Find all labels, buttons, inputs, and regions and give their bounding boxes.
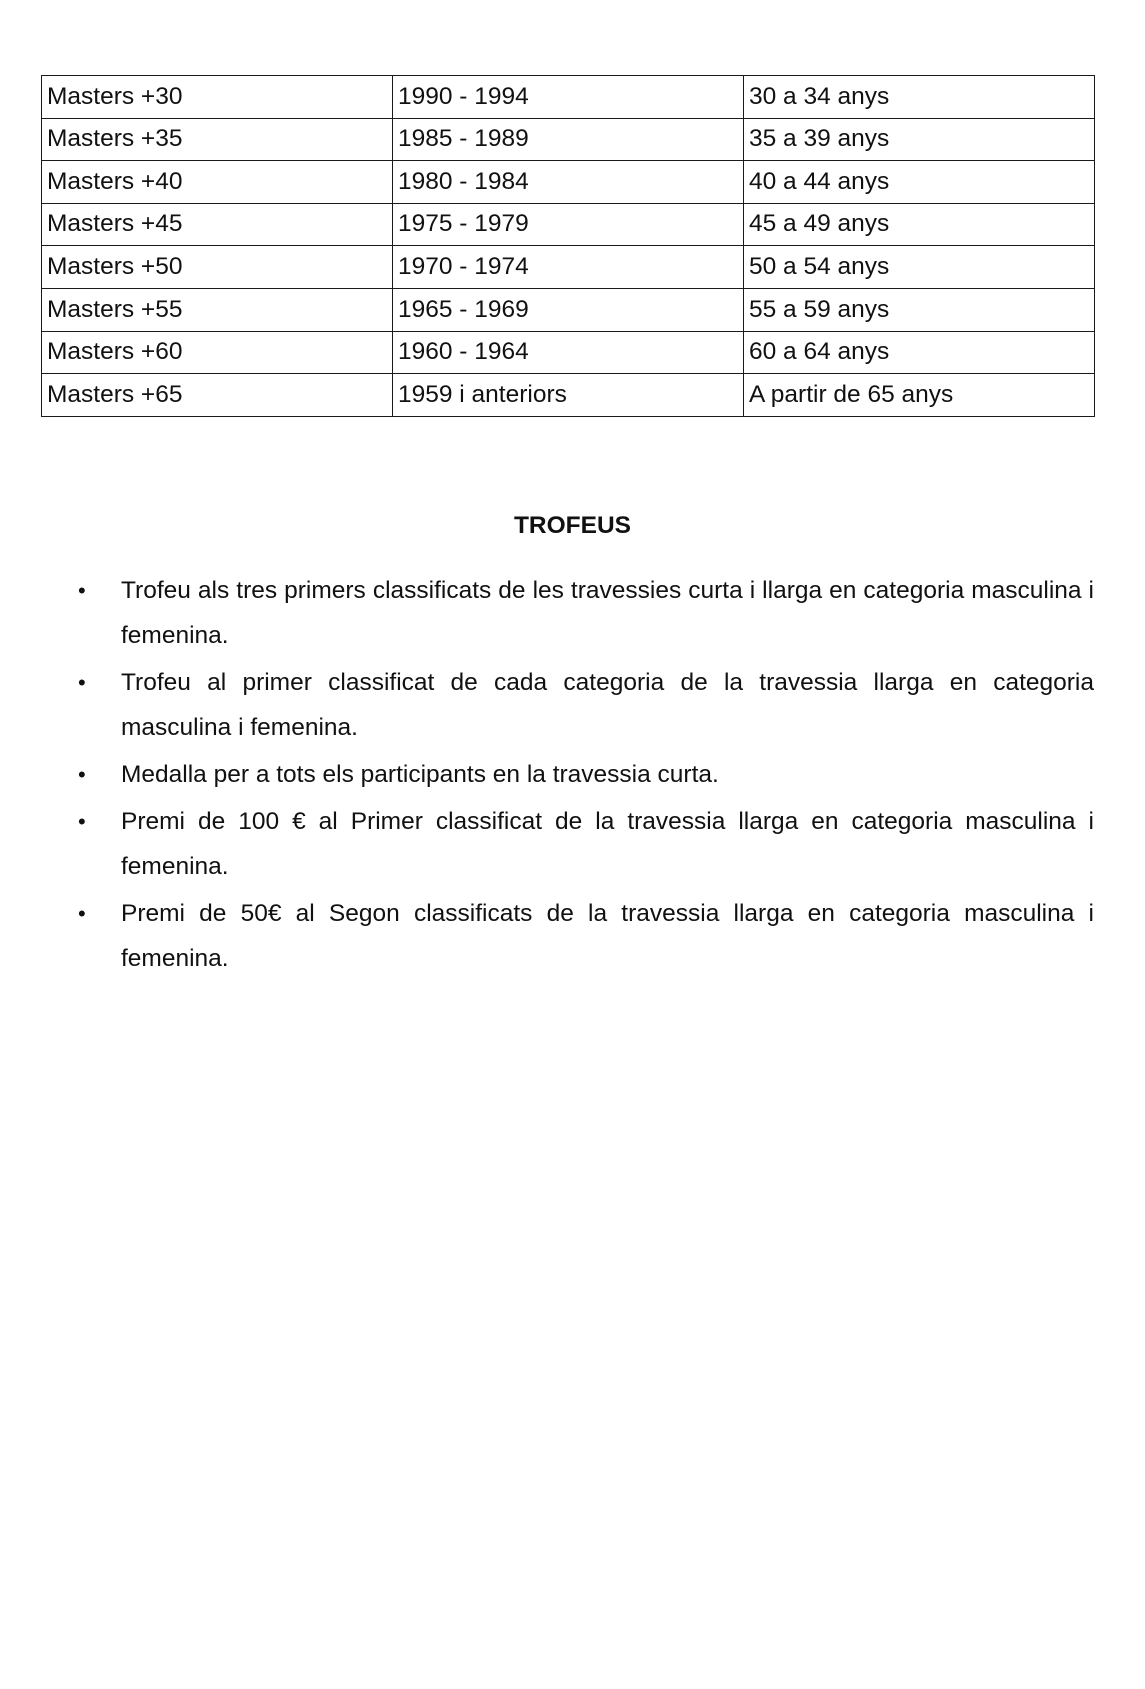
age-range-cell: A partir de 65 anys: [744, 374, 1095, 417]
age-range-cell: 30 a 34 anys: [744, 76, 1095, 119]
list-item-text: Trofeu al primer classificat de cada categoria de la travessia llarga en categoria masculina i femenina.: [121, 669, 1094, 741]
bullet-icon: •: [78, 901, 86, 926]
category-cell: Masters +65: [42, 374, 393, 417]
age-range-cell: 50 a 54 anys: [744, 246, 1095, 289]
age-range-cell: 45 a 49 anys: [744, 203, 1095, 246]
birth-years-cell: 1970 - 1974: [393, 246, 744, 289]
age-range-cell: 35 a 39 anys: [744, 118, 1095, 161]
age-range-cell: 60 a 64 anys: [744, 331, 1095, 374]
list-item: [0, 891, 1094, 981]
category-cell: Masters +30: [42, 76, 393, 119]
birth-years-cell: 1980 - 1984: [393, 161, 744, 204]
list-item: [0, 799, 1094, 889]
category-cell: Masters +35: [42, 118, 393, 161]
category-cell: Masters +55: [42, 288, 393, 331]
table-row: [42, 203, 1095, 246]
category-cell: Masters +45: [42, 203, 393, 246]
table-row: [42, 118, 1095, 161]
bullet-icon: •: [78, 670, 86, 695]
birth-years-cell: 1960 - 1964: [393, 331, 744, 374]
table-row: [42, 76, 1095, 119]
bullet-icon: •: [78, 809, 86, 834]
category-cell: Masters +60: [42, 331, 393, 374]
list-item-text: Premi de 50€ al Segon classificats de la travessia llarga en categoria masculina i femenina.: [121, 900, 1094, 972]
list-item-text: Premi de 100 € al Primer classificat de la travessia llarga en categoria masculina i femenina.: [121, 808, 1094, 880]
table-row: [42, 288, 1095, 331]
list-item: [0, 752, 1094, 797]
list-item-text: Medalla per a tots els participants en la travessia curta.: [121, 761, 719, 788]
bullet-icon: •: [78, 578, 86, 603]
table-row: [42, 161, 1095, 204]
table-row: [42, 246, 1095, 289]
age-range-cell: 40 a 44 anys: [744, 161, 1095, 204]
trophies-list: [0, 568, 1145, 983]
section-title: TROFEUS: [513, 512, 632, 539]
birth-years-cell: 1975 - 1979: [393, 203, 744, 246]
table-row: [42, 374, 1095, 417]
list-item-text: Trofeu als tres primers classificats de les travessies curta i llarga en categoria masculina i femenina.: [121, 577, 1094, 649]
category-cell: Masters +40: [42, 161, 393, 204]
masters-categories-table: [41, 75, 1095, 417]
birth-years-cell: 1985 - 1989: [393, 118, 744, 161]
birth-years-cell: 1959 i anteriors: [393, 374, 744, 417]
birth-years-cell: 1965 - 1969: [393, 288, 744, 331]
table-row: [42, 331, 1095, 374]
birth-years-cell: 1990 - 1994: [393, 76, 744, 119]
age-range-cell: 55 a 59 anys: [744, 288, 1095, 331]
category-cell: Masters +50: [42, 246, 393, 289]
list-item: [0, 660, 1094, 750]
bullet-icon: •: [78, 762, 86, 787]
list-item: [0, 568, 1094, 658]
